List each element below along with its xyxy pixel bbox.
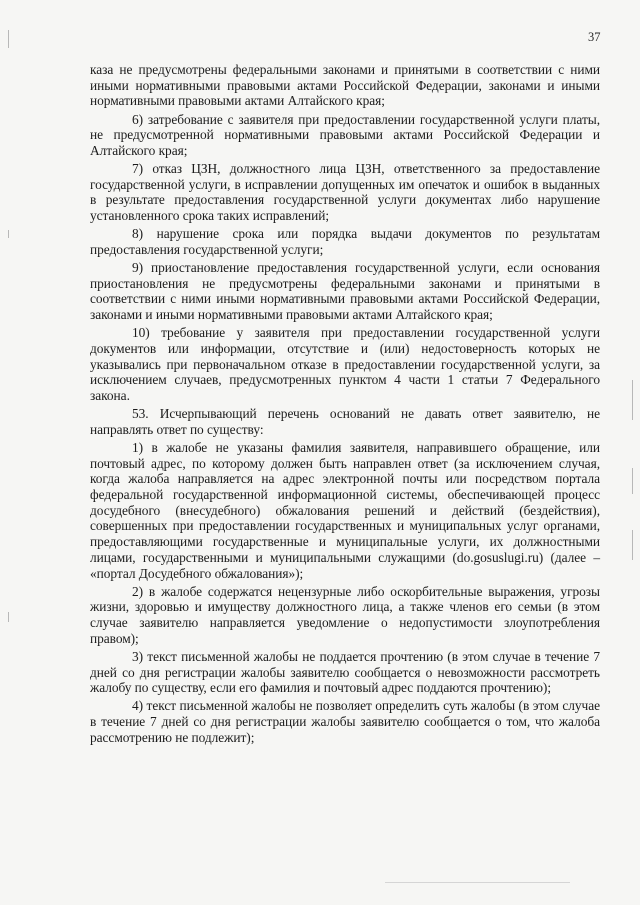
scan-artifact [632, 530, 633, 560]
list-item-9: 9) приостановление предоставления государственной услуги, если основания приостановления не предусмотрены федеральными законами и принятыми в соответствии с ними иными нормативными правовыми актами Российской Федерации, законами и иными нормативными правовыми актами Алтайского края; [90, 260, 600, 323]
clause-53: 53. Исчерпывающий перечень оснований не давать ответ заявителю, не направлять ответ по существу: [90, 406, 600, 437]
scan-artifact [8, 230, 9, 238]
list-item-7: 7) отказ ЦЗН, должностного лица ЦЗН, ответственного за предоставление государственной услуги, в исправлении допущенных им опечаток и ошибок в выданных в результате предоставления государственной услуги документах либо нарушение установленного срока таких исправлений; [90, 161, 600, 224]
sub-item-1: 1) в жалобе не указаны фамилия заявителя, направившего обращение, или почтовый адрес, по которому должен быть направлен ответ (за исключением случая, когда жалоба направляется на адрес электронной почты или посредством портала федеральной государственной информационной системы, обеспечивающей процесс досудебного (внесудебного) обжалования решений и действий (бездействия), совершенных при предоставлении государственных и муниципальных услуг органами, предоставляющими государственные и муниципальные услуги, их должностными лицами, государственными и муниципальными служащими (do.gosuslugi.ru) (далее – «портал Досудебного обжалования»); [90, 439, 600, 581]
scan-edge-line [385, 882, 570, 883]
scan-artifact [8, 612, 9, 622]
list-item-8: 8) нарушение срока или порядка выдачи документов по результатам предоставления государственной услуги; [90, 226, 600, 257]
paragraph-continuation: каза не предусмотрены федеральными законами и принятыми в соответствии с ними иными нормативными правовыми актами Российской Федерации, законами и иными нормативными правовыми актами Алтайского края; [90, 62, 600, 109]
sub-item-4: 4) текст письменной жалобы не позволяет определить суть жалобы (в этом случае в течение 7 дней со дня регистрации жалобы заявителю сообщается о том, что жалоба рассмотрению не подлежит); [90, 698, 600, 745]
list-item-6: 6) затребование с заявителя при предоставлении государственной услуги платы, не предусмотренной нормативными правовыми актами Российской Федерации и Алтайского края; [90, 111, 600, 158]
page-number: 37 [588, 30, 601, 44]
document-body [90, 62, 600, 748]
scan-artifact [8, 30, 9, 48]
scan-artifact [632, 380, 633, 420]
sub-item-2: 2) в жалобе содержатся нецензурные либо оскорбительные выражения, угрозы жизни, здоровью и имуществу должностного лица, а также членов его семьи (в этом случае заявителю направляется уведомление о недопустимости злоупотребления правом); [90, 583, 600, 646]
sub-item-3: 3) текст письменной жалобы не поддается прочтению (в этом случае в течение 7 дней со дня регистрации жалобы заявителю сообщается о невозможности рассмотреть жалобу по существу, если его фамилия и почтовый адрес поддаются прочтению); [90, 648, 600, 696]
list-item-10: 10) требование у заявителя при предоставлении государственной услуги документов или информации, отсутствие и (или) недостоверность которых не указывались при первоначальном отказе в предоставлении государственной услуги, за исключением случаев, предусмотренных пунктом 4 части 1 статьи 7 Федерального закона. [90, 325, 600, 404]
scan-artifact [632, 468, 633, 494]
